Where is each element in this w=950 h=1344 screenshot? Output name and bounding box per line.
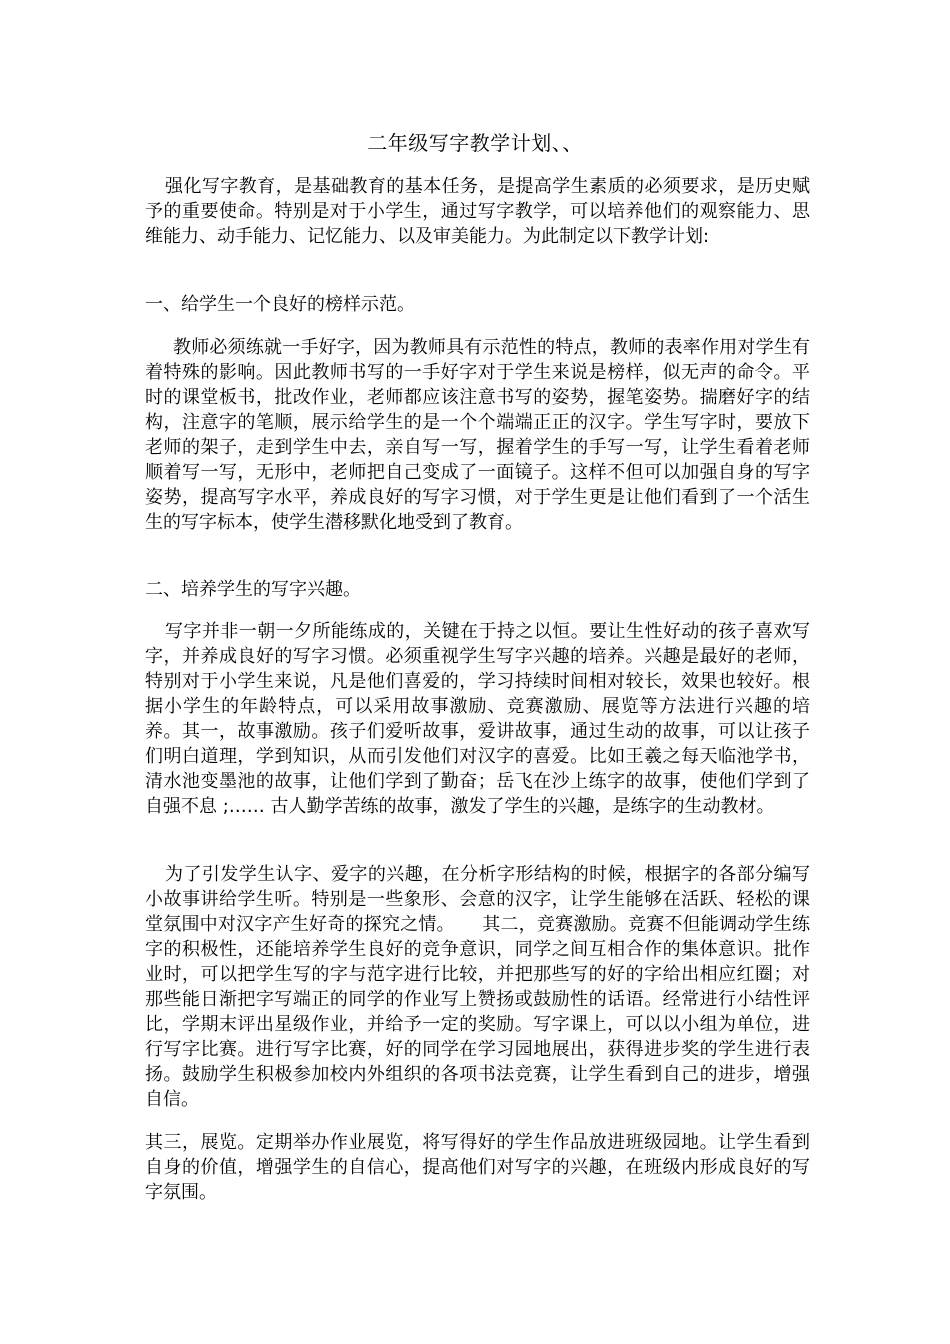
- intro-paragraph: 强化写字教育，是基础教育的基本任务，是提高学生素质的必须要求，是历史赋予的重要使命。特别是对于小学生，通过写字教学，可以培养他们的观察能力、思维能力、动手能力、记忆能力、以及审美能力。为此制定以下教学计划:: [145, 176, 810, 247]
- section2-heading: 二、培养学生的写字兴趣。: [145, 579, 361, 600]
- section2-paragraph-3: 其三，展览。定期举办作业展览，将写得好的学生作品放进班级园地。让学生看到自身的价值，增强学生的自信心，提高他们对写字的兴趣，在班级内形成良好的写字氛围。: [145, 1132, 810, 1203]
- document-title: 二年级写字教学计划、、: [367, 131, 583, 155]
- section1-heading: 一、给学生一个良好的榜样示范。: [145, 294, 415, 315]
- section2-paragraph-2: 为了引发学生认字、爱字的兴趣，在分析字形结构的时候，根据字的各部分编写小故事讲给学生听。特别是一些象形、会意的汉字，让学生能够在活跃、轻松的课堂氛围中对汉字产生好奇的探究之情。 其二，竞赛激励。竞赛不但能调动学生练字的积极性，还能培养学生良好的竞争意识，同学之间互相合作的集体意识。批作业时，可以把学生写的字与范字进行比较，并把那些写的好的字给出相应红圈；对那些能日渐把字写端正的同学的作业写上赞扬或鼓励性的话语。经常进行小结性评比，学期末评出星级作业，并给予一定的奖励。写字课上，可以以小组为单位，进行写字比赛。进行写字比赛，好的同学在学习园地展出，获得进步奖的学生进行表扬。鼓励学生积极参加校内外组织的各项书法竞赛，让学生看到自己的进步，增强自信。: [145, 864, 810, 1110]
- section2-paragraph-1: 写字并非一朝一夕所能练成的，关键在于持之以恒。要让生性好动的孩子喜欢写字，并养成良好的写字习惯。必须重视学生写字兴趣的培养。兴趣是最好的老师，特别对于小学生来说，凡是他们喜爱的，学习持续时间相对较长，效果也较好。根据小学生的年龄特点，可以采用故事激励、竞赛激励、展览等方法进行兴趣的培养。其一，故事激励。孩子们爱听故事，爱讲故事，通过生动的故事，可以让孩子们明白道理，学到知识，从而引发他们对汉字的喜爱。比如王羲之每天临池学书，清水池变墨池的故事，让他们学到了勤奋；岳飞在沙上练字的故事，使他们学到了自强不息 ;…… 古人勤学苦练的故事，激发了学生的兴趣，是练字的生动教材。: [145, 621, 810, 817]
- section1-paragraph: 教师必须练就一手好字，因为教师具有示范性的特点，教师的表率作用对学生有着特殊的影响。因此教师书写的一手好字对于学生来说是榜样，似无声的命令。平时的课堂板书，批改作业，老师都应该注意书写的姿势，握笔姿势。揣磨好字的结构，注意字的笔顺，展示给学生的是一个个端端正正的汉字。学生写字时，要放下老师的架子，走到学生中去，亲自写一写，握着学生的手写一写，让学生看着老师顺着写一写，无形中，老师把自己变成了一面镜子。这样不但可以加强自身的写字姿势，提高写字水平，养成良好的写字习惯，对于学生更是让他们看到了一个活生生的写字标本，使学生潜移默化地受到了教育。: [145, 337, 810, 533]
